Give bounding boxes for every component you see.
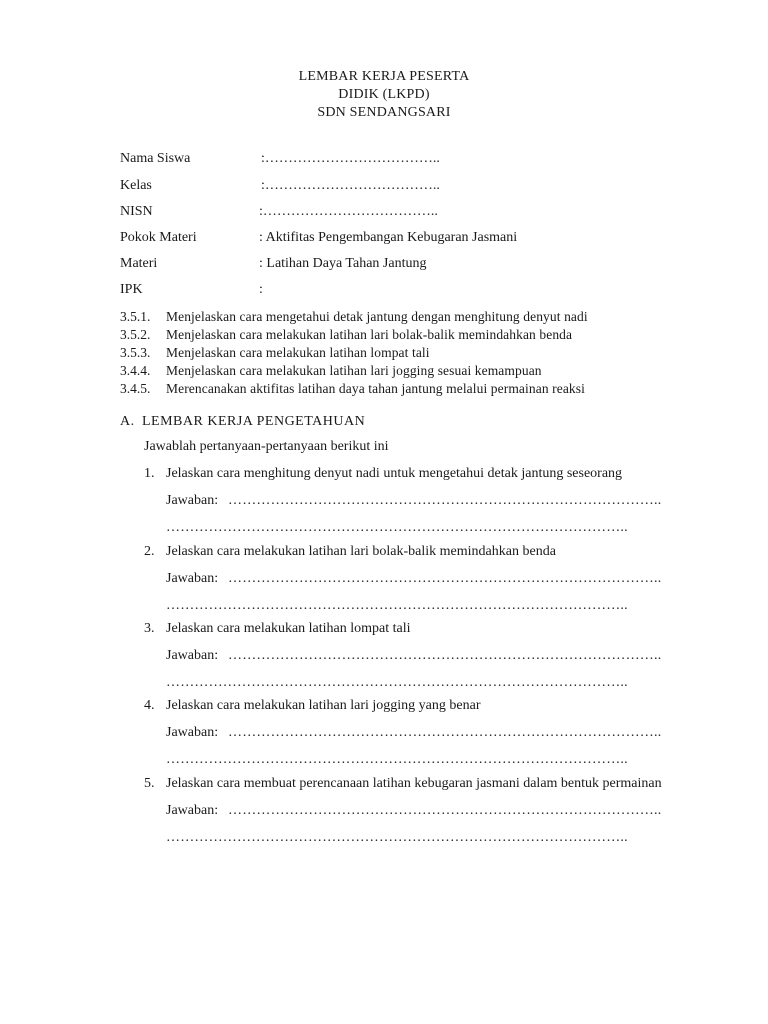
answer-label: Jawaban: [166,571,219,586]
question-number: 5. [144,776,155,791]
answer-line[interactable] [144,492,744,510]
nisn-label: NISN [120,204,153,219]
answer-blank: ……………………………………………………………………………….. [228,803,662,818]
question-item [144,697,744,769]
instruction-text: Jawablah pertanyaan-pertanyaan berikut ini [144,439,389,454]
pokok-materi-label: Pokok Materi [120,230,197,245]
question-text: Jelaskan cara membuat perencanaan latihan kebugaran jasmani dalam bentuk permainan [166,776,662,791]
nama-siswa-label: Nama Siswa [120,151,191,166]
question-text: Jelaskan cara menghitung denyut nadi untuk mengetahui detak jantung seseorang [166,466,623,481]
answer-blank: ……………………………………………………………………………….. [228,493,662,508]
ipk-number: 3.4.4. [120,363,151,378]
answer-blank: ……………………………………………………………………………….. [228,725,662,740]
ipk-colon: : [259,282,263,297]
answer-blank: ……………………………………………………………………………….. [228,571,662,586]
answer-blank: …………………………………………………………………………………….. [166,598,628,613]
question-number: 4. [144,698,155,713]
question-number: 2. [144,544,155,559]
document-title [0,68,768,122]
answer-line[interactable] [144,724,744,742]
ipk-label: IPK [120,282,143,297]
question-number: 3. [144,621,155,636]
nisn-blank: :……………………………….. [259,204,438,219]
question-line [144,697,744,715]
materi-value: : Latihan Daya Tahan Jantung [259,256,427,271]
ipk-number: 3.5.1. [120,309,151,324]
answer-line-continued[interactable] [144,829,744,847]
answer-blank: …………………………………………………………………………………….. [166,520,628,535]
ipk-text: Merencanakan aktifitas latihan daya tahan jantung melalui permainan reaksi [166,381,585,396]
answer-label: Jawaban: [166,803,219,818]
title-line-3: SDN SENDANGSARI [317,105,451,120]
ipk-number: 3.5.2. [120,327,151,342]
answer-blank: …………………………………………………………………………………….. [166,752,628,767]
answer-line[interactable] [144,570,744,588]
answer-line[interactable] [144,802,744,820]
kelas-blank: :……………………………….. [261,178,440,193]
question-item [144,465,744,537]
answer-line-continued[interactable] [144,751,744,769]
ipk-number: 3.5.3. [120,345,151,360]
answer-line-continued[interactable] [144,519,744,537]
question-number: 1. [144,466,155,481]
ipk-text: Menjelaskan cara melakukan latihan lari jogging sesuai kemampuan [166,363,542,378]
kelas-label: Kelas [120,178,152,193]
section-title: LEMBAR KERJA PENGETAHUAN [142,414,366,429]
answer-label: Jawaban: [166,725,219,740]
question-text: Jelaskan cara melakukan latihan lompat tali [166,621,411,636]
question-item [144,775,744,847]
title-line-2: DIDIK (LKPD) [338,87,430,102]
question-line [144,465,744,483]
section-heading [120,413,365,431]
materi-label: Materi [120,256,158,271]
answer-line-continued[interactable] [144,674,744,692]
ipk-number: 3.4.5. [120,381,151,396]
section-letter: A. [120,414,135,429]
ipk-text: Menjelaskan cara mengetahui detak jantung dengan menghitung denyut nadi [166,309,588,324]
question-text: Jelaskan cara melakukan latihan lari jogging yang benar [166,698,481,713]
title-line-1: LEMBAR KERJA PESERTA [298,69,470,84]
answer-label: Jawaban: [166,493,219,508]
question-line [144,543,744,561]
answer-line-continued[interactable] [144,597,744,615]
answer-label: Jawaban: [166,648,219,663]
answer-line[interactable] [144,647,744,665]
nama-siswa-blank: :……………………………….. [261,151,440,166]
question-line [144,620,744,638]
answer-blank: …………………………………………………………………………………….. [166,675,628,690]
question-text: Jelaskan cara melakukan latihan lari bolak-balik memindahkan benda [166,544,556,559]
pokok-materi-value: : Aktifitas Pengembangan Kebugaran Jasmani [259,230,518,245]
ipk-text: Menjelaskan cara melakukan latihan lari bolak-balik memindahkan benda [166,327,573,342]
answer-blank: …………………………………………………………………………………….. [166,830,628,845]
question-line [144,775,744,793]
ipk-text: Menjelaskan cara melakukan latihan lompat tali [166,345,430,360]
answer-blank: ……………………………………………………………………………….. [228,648,662,663]
question-item [144,543,744,615]
question-item [144,620,744,692]
